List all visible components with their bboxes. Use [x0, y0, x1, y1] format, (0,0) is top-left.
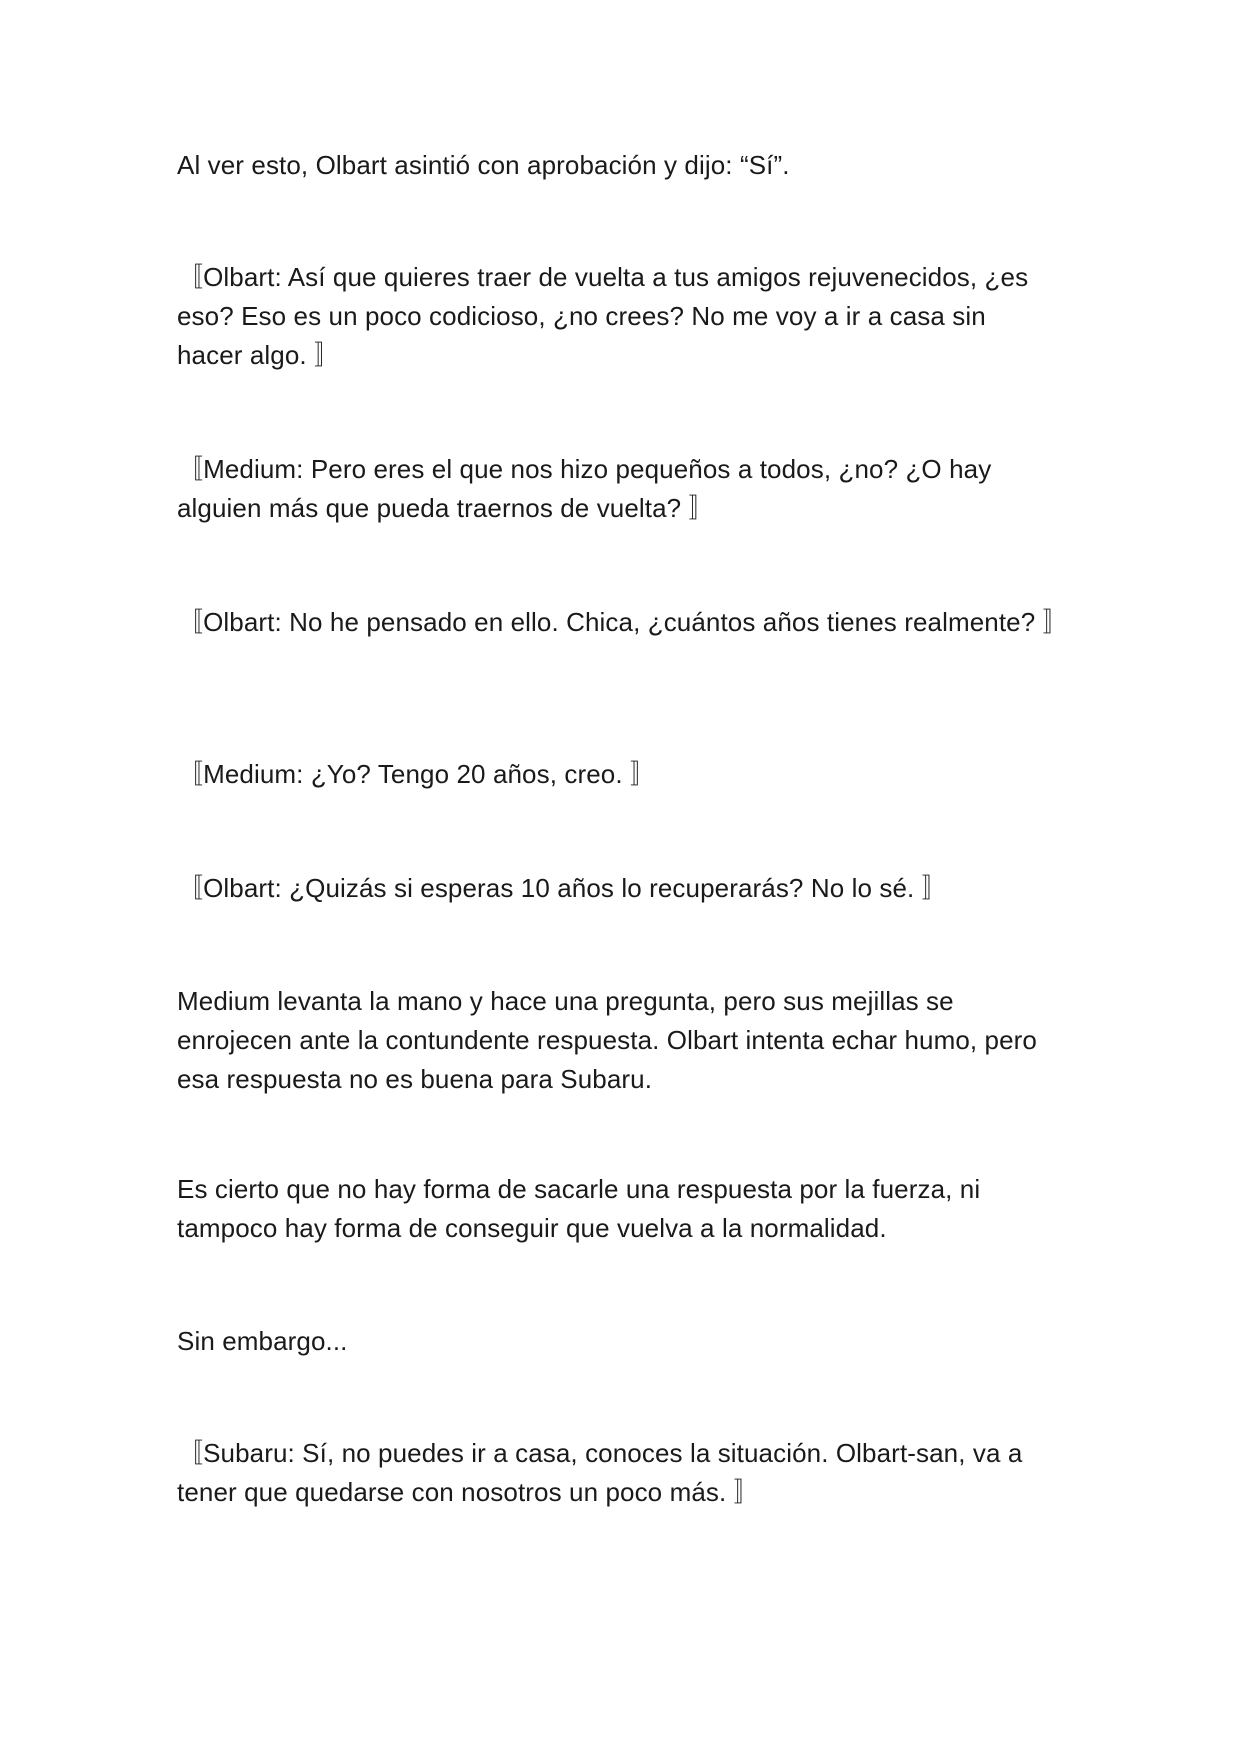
paragraph-4: 〚Olbart: No he pensado en ello. Chica, ¿cuántos años tienes realmente? 〛 — [177, 607, 1069, 637]
paragraph-2: 〚Olbart: Así que quieres traer de vuelta a tus amigos rejuvenecidos, ¿es eso? Eso es un poco codicioso, ¿no crees? No me voy a ir a casa sin hacer algo. 〛 — [177, 262, 1029, 370]
paragraph-1: Al ver esto, Olbart asintió con aprobación y dijo: “Sí”. — [177, 150, 790, 180]
paragraph-8: Es cierto que no hay forma de sacarle una respuesta por la fuerza, ni tampoco hay forma de conseguir que vuelva a la normalidad. — [177, 1174, 981, 1243]
paragraph-5: 〚Medium: ¿Yo? Tengo 20 años, creo. 〛 — [177, 759, 657, 789]
paragraph-6: 〚Olbart: ¿Quizás si esperas 10 años lo recuperarás? No lo sé. 〛 — [177, 873, 948, 903]
paragraph-3: 〚Medium: Pero eres el que nos hizo pequeños a todos, ¿no? ¿O hay alguien más que pueda traernos de vuelta? 〛 — [177, 454, 992, 523]
paragraph-9: Sin embargo... — [177, 1326, 348, 1356]
paragraph-10: 〚Subaru: Sí, no puedes ir a casa, conoces la situación. Olbart-san, va a tener que quedarse con nosotros un poco más. 〛 — [177, 1438, 1023, 1507]
paragraph-7: Medium levanta la mano y hace una pregunta, pero sus mejillas se enrojecen ante la contundente respuesta. Olbart intenta echar humo, pero esa respuesta no es buena para Subaru. — [177, 986, 1037, 1094]
